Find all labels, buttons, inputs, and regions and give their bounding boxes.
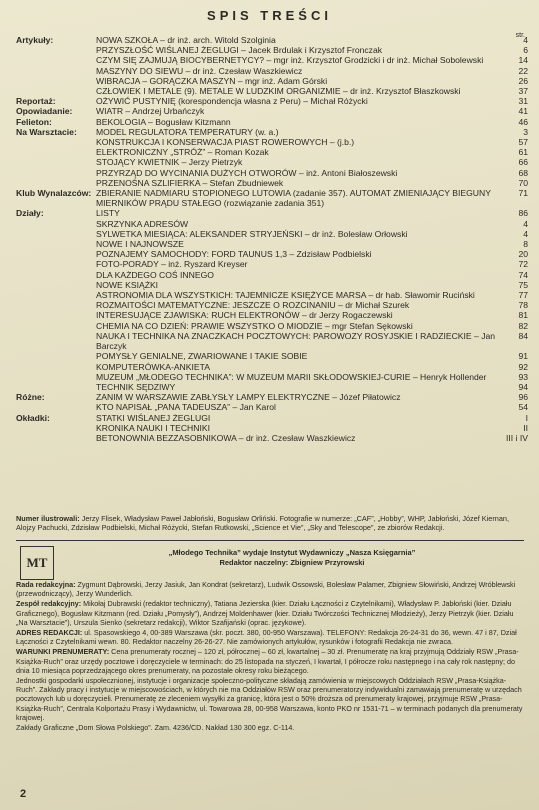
staff-paragraph xyxy=(16,628,524,646)
toc-entry: SYLWETKA MIESIĄCA: ALEKSANDER STRYJEŃSKI – dr inż. Bolesław Orłowski xyxy=(96,228,408,239)
toc-entry: ZANIM W WARSZAWIE ZABŁYSŁY LAMPY ELEKTRYCZNE – Józef Piłatowicz xyxy=(96,392,401,403)
toc-row xyxy=(16,106,528,116)
toc-page: 81 xyxy=(518,310,528,321)
staff-label: Zespół redakcyjny: xyxy=(16,599,82,609)
toc-row xyxy=(16,331,528,351)
toc-entry: INTERESUJĄCE ZJAWISKA: RUCH ELEKTRONÓW – dr Jerzy Rogaczewski xyxy=(96,310,393,321)
toc-section: Okładki: xyxy=(16,412,50,423)
toc-page: 46 xyxy=(518,116,528,127)
staff-paragraph xyxy=(16,647,524,675)
toc-page: 70 xyxy=(518,177,528,188)
toc-row xyxy=(16,382,528,392)
toc-entry: SKRZYNKA ADRESÓW xyxy=(96,218,189,229)
toc-entry: FOTO-PORADY – inż. Ryszard Kreyser xyxy=(96,259,248,270)
toc-section xyxy=(16,433,96,443)
toc-entry: ASTRONOMIA DLA WSZYSTKICH: TAJEMNICZE KSIĘŻYCE MARSA – dr hab. Sławomir Ruciński xyxy=(96,290,475,301)
toc-row xyxy=(16,351,528,361)
staff-label: Rada redakcyjna: xyxy=(16,580,76,589)
toc-section xyxy=(16,229,96,239)
toc-row xyxy=(16,280,528,290)
toc-section: Felieton: xyxy=(16,116,52,127)
toc-row xyxy=(16,55,528,65)
divider xyxy=(16,540,524,541)
toc-page: 75 xyxy=(518,279,528,290)
toc-section xyxy=(16,137,96,147)
toc-entry: BETONOWNIA BEZZASOBNIKOWA – dr inż. Czesław Waszkiewicz xyxy=(96,432,356,443)
toc-entry: KTO NAPISAŁ „PANA TADEUSZA” – Jan Karol xyxy=(96,402,276,413)
toc-entry: NAUKA I TECHNIKA NA ZNACZKACH POCZTOWYCH: PAROWOZY ROSYJSKIE I RADZIECKIE – Jan Barczyk xyxy=(96,330,496,352)
toc-row xyxy=(16,433,528,443)
toc-entry: BEKOLOGIA – Bogusław Kitzmann xyxy=(96,116,231,127)
toc-row xyxy=(16,208,528,218)
toc-page: 66 xyxy=(518,157,528,168)
toc-page: 84 xyxy=(518,330,528,341)
toc-section: Artykuły: xyxy=(16,35,54,45)
toc-page: 86 xyxy=(518,208,528,219)
staff-text: Zygmunt Dąbrowski, Jerzy Jasiuk, Jan Kondrat (sekretarz), Ludwik Ossowski, Bolesław Palamer, Zbigniew Słowiński, Andrzej Wróblewski (przewodniczący), Jerzy Wunderlich. xyxy=(16,580,516,599)
toc-page: 37 xyxy=(518,86,528,97)
toc-section xyxy=(16,168,96,178)
toc-page: 74 xyxy=(518,269,528,280)
toc-entry: STATKI WIŚLANEJ ŻEGLUGI xyxy=(96,412,211,423)
toc-section xyxy=(16,55,96,65)
toc-page: 93 xyxy=(518,371,528,382)
publisher-logo: MT xyxy=(20,546,54,580)
toc-row xyxy=(16,259,528,269)
toc-section xyxy=(16,259,96,269)
toc-row xyxy=(16,229,528,239)
toc-page: 78 xyxy=(518,300,528,311)
toc-section xyxy=(16,351,96,361)
toc-page: 4 xyxy=(523,218,528,229)
toc-row xyxy=(16,423,528,433)
toc-row xyxy=(16,35,528,45)
toc-row xyxy=(16,239,528,249)
toc-page: 4 xyxy=(523,228,528,239)
masthead-editor: Redaktor naczelny: Zbigniew Przyrowski xyxy=(219,557,365,567)
toc-row xyxy=(16,86,528,96)
toc-entry: CZŁOWIEK I METALE (9). METALE W LUDZKIM ORGANIZMIE – dr inż. Krzysztof Błaszkowski xyxy=(96,86,461,97)
toc-row xyxy=(16,147,528,157)
illustrators-label: Numer ilustrowali: xyxy=(16,514,80,523)
toc-page: II xyxy=(523,422,528,433)
toc-section xyxy=(16,280,96,290)
toc-section xyxy=(16,362,96,372)
toc-section: Działy: xyxy=(16,208,44,219)
toc-page: I xyxy=(525,412,528,423)
toc-section xyxy=(16,157,96,167)
staff-label: ADRES REDAKCJI: xyxy=(16,628,83,638)
toc-section xyxy=(16,331,96,351)
toc-section: Opowiadanie: xyxy=(16,106,73,117)
toc-entry: NOWA SZKOŁA – dr inż. arch. Witold Szolginia xyxy=(96,35,276,45)
toc-page: 77 xyxy=(518,290,528,301)
toc-page: 3 xyxy=(523,126,528,137)
toc-section xyxy=(16,45,96,55)
toc-section: Różne: xyxy=(16,392,45,403)
toc-row xyxy=(16,157,528,167)
masthead-publisher: „Młodego Technika” wydaje Instytut Wydawniczy „Nasza Księgarnia” xyxy=(168,548,416,557)
toc-section xyxy=(16,66,96,76)
toc-section: Na Warsztacie: xyxy=(16,126,77,137)
toc-page: 26 xyxy=(518,75,528,86)
toc-row xyxy=(16,45,528,55)
toc-row xyxy=(16,127,528,137)
staff-paragraph xyxy=(16,723,524,732)
toc-row xyxy=(16,321,528,331)
toc-entry: KOMPUTERÓWKA-ANKIETA xyxy=(96,361,210,372)
toc-entry: PRZENOŚNA SZLIFIERKA – Stefan Zbudniewek xyxy=(96,177,284,188)
toc-page: 91 xyxy=(518,351,528,362)
toc-page: 31 xyxy=(518,96,528,107)
toc-page: 68 xyxy=(518,167,528,178)
toc-entry: PRZYRZĄD DO WYCINANIA DUŻYCH OTWORÓW – inż. Antoni Białoszewski xyxy=(96,167,398,178)
staff-text: Jednostki gospodarki uspołecznionej, instytucje i organizacje społeczno-polityczne składają zamówienia w miejscowych Oddziałach RSW „Prasa-Książka-Ruch”. Zakłady pracy i instytucje w miejscowościach, w których nie ma Oddziałów RSW oraz prenumeratorzy indywidualni zamawiają prenumeratę w urzędach pocztowych lub u doręczycieli. Prenumeratę ze zleceniem wysyłki za granicę, która jest o 50% droższa od prenumeraty krajowej, przyjmuje RSW „Prasa-Książka-Ruch”, Centrala Kolportażu Prasy i Wydawnictw, ul. Towarowa 28, 00-958 Warszawa, konto PKO nr 1531-71 – w terminach podanych dla prenumeraty krajowej. xyxy=(16,676,523,722)
toc-section xyxy=(16,321,96,331)
toc-entry: MUZEUM „MŁODEGO TECHNIKA”: W MUZEUM MARII SKŁODOWSKIEJ-CURIE – Henryk Hollender xyxy=(96,371,487,382)
toc-row xyxy=(16,270,528,280)
toc-section xyxy=(16,219,96,229)
staff-text: Cena prenumeraty rocznej – 120 zł, półrocznej – 60 zł, kwartalnej – 30 zł. Prenumeratę na kraj przyjmują Oddziały RSW „Prasa-Książka-Ruch” oraz urzędy pocztowe i doręczyciele w terminach: do 25 listopada na styczeń, I kwartał, I półrocze roku następnego i na cały rok następny; do dnia 10 miesiąca poprzedzającego okres prenumeraty, na pozostałe okresy roku bieżącego. xyxy=(16,647,519,675)
toc-page: 54 xyxy=(518,402,528,413)
toc-section xyxy=(16,270,96,280)
toc-entry: WIATR – Andrzej Urbańczyk xyxy=(96,106,205,117)
toc-page: 92 xyxy=(518,361,528,372)
toc-entry: DLA KAŻDEGO COŚ INNEGO xyxy=(96,269,214,280)
toc-page: 22 xyxy=(518,65,528,76)
toc-page: 4 xyxy=(523,35,528,45)
toc-entry: POMYSŁY GENIALNE, ZWARIOWANE I TAKIE SOBIE xyxy=(96,351,308,362)
toc-page: 57 xyxy=(518,137,528,148)
toc-section xyxy=(16,372,96,382)
toc-section xyxy=(16,178,96,188)
toc-entry: ROZMAITOŚCI MATEMATYCZNE: JESZCZE O ROZCINANIU – dr Michał Szurek xyxy=(96,300,410,311)
toc-entry: WIBRACJA – GORĄCZKA MASZYN – mgr inż. Adam Górski xyxy=(96,75,328,86)
toc-row xyxy=(16,249,528,259)
toc-page: 14 xyxy=(518,55,528,66)
toc-row xyxy=(16,413,528,423)
toc-row xyxy=(16,392,528,402)
toc-section xyxy=(16,147,96,157)
staff-paragraph xyxy=(16,599,524,627)
toc-row xyxy=(16,137,528,147)
toc-section xyxy=(16,239,96,249)
staff-paragraph xyxy=(16,580,524,598)
toc-page: 71 xyxy=(518,188,528,199)
illustrators-text: Jerzy Flisek, Władysław Paweł Jabłoński, Bogusław Orliński. Fotografie w numerze: „CAF”, „Hobby”, WHP, Jabłoński, Józef Kiernan, Alojzy Pachucki, Zdzisław Podbielski, Michał Różycki, Stefan Rutkowski, „Science et Vie”, „Sky and Telescope”, ze zbiorów Redakcji. xyxy=(16,514,509,532)
toc-page: 96 xyxy=(518,392,528,403)
toc-entry: CHEMIA NA CO DZIEŃ: PRAWIE WSZYSTKO O MIODZIE – mgr Stefan Sękowski xyxy=(96,320,413,331)
toc-entry: NOWE KSIĄŻKI xyxy=(96,279,159,290)
editorial-staff xyxy=(16,580,524,733)
staff-text: ul. Spasowskiego 4, 00-389 Warszawa (skr. poczt. 380, 00-950 Warszawa). TELEFONY: Redakcja 26-24-31 do 36, wewn. 47 i 87, Dział Łączności z Czytelnikami wewn. 80. Redaktor naczelny 26-26-27. Nie zamówionych artykułów, rysunków i fotografii Redakcja nie zwraca. xyxy=(16,628,517,647)
toc-row xyxy=(16,76,528,86)
toc-row xyxy=(16,219,528,229)
table-of-contents xyxy=(16,35,528,443)
toc-row xyxy=(16,300,528,310)
staff-label: WARUNKI PRENUMERATY: xyxy=(16,647,110,657)
page-title: SPIS TREŚCI xyxy=(207,8,332,23)
toc-row xyxy=(16,362,528,372)
toc-entry: TECHNIK SĘDZIWY xyxy=(96,381,176,392)
toc-entry: OŻYWIĆ PUSTYNIĘ (korespondencja własna z Peru) – Michał Różycki xyxy=(96,96,368,107)
toc-row xyxy=(16,66,528,76)
toc-section xyxy=(16,310,96,320)
toc-section xyxy=(16,86,96,96)
toc-row xyxy=(16,117,528,127)
toc-section xyxy=(16,290,96,300)
toc-page: 8 xyxy=(523,239,528,250)
toc-page: 41 xyxy=(518,106,528,117)
toc-entry: POZNAJEMY SAMOCHODY: FORD TAUNUS 1,3 – Zdzisław Podbielski xyxy=(96,249,372,260)
toc-entry: PRZYSZŁOŚĆ WIŚLANEJ ŻEGLUGI – Jacek Brdulak i Krzysztof Fronczak xyxy=(96,45,383,56)
toc-row xyxy=(16,96,528,106)
toc-entry: CZYM SIĘ ZAJMUJĄ BIOCYBERNETYCY? – mgr inż. Krzysztof Grodzicki i dr inż. Michał Sobolewski xyxy=(96,55,484,66)
toc-page: III i IV xyxy=(506,432,528,443)
toc-section xyxy=(16,249,96,259)
toc-row xyxy=(16,188,528,208)
toc-section xyxy=(16,402,96,412)
illustrators-note xyxy=(16,514,524,532)
toc-entry: NOWE I NAJNOWSZE xyxy=(96,239,184,250)
toc-section xyxy=(16,76,96,86)
toc-entry: KRONIKA NAUKI I TECHNIKI xyxy=(96,422,210,433)
toc-entry: MODEL REGULATORA TEMPERATURY (w. a.) xyxy=(96,126,279,137)
toc-row xyxy=(16,178,528,188)
toc-entry: MASZYNY DO SIEWU – dr inż. Czesław Waszkiewicz xyxy=(96,65,303,76)
toc-page: 82 xyxy=(518,320,528,331)
toc-row xyxy=(16,372,528,382)
masthead xyxy=(60,548,524,567)
staff-text: Mikołaj Dubrawski (redaktor techniczny), Tatiana Jezierska (kier. Działu Łączności z Czytelnikami), Władysław P. Jabłoński (kier. Działu Graficznego), Bogusław Kitzmann (red. Działu „Pomysły”), Andrzej Moldenhawer (kier. Działu Twórczości Technicznej Młodzieży), Jerzy Pietrzyk (kier. Działu „Na Warsztacie”), Urszula Sienko (sekretarz redakcji), Wiktor Szafijański (oprac. językowe). xyxy=(16,599,514,627)
staff-paragraph xyxy=(16,676,524,722)
toc-page: 61 xyxy=(518,147,528,158)
page-number: 2 xyxy=(20,788,27,800)
toc-entry: ELEKTRONICZNY „STRÓŻ” – Roman Kozak xyxy=(96,147,269,158)
toc-section: Klub Wynalazców: xyxy=(16,188,92,199)
toc-section: Reportaż: xyxy=(16,96,56,107)
toc-row xyxy=(16,310,528,320)
toc-entry: KONSTRUKCJA I KONSERWACJA PIAST ROWEROWYCH – (j.b.) xyxy=(96,137,355,148)
toc-section xyxy=(16,300,96,310)
toc-row xyxy=(16,402,528,412)
toc-page: 6 xyxy=(523,45,528,56)
toc-section xyxy=(16,423,96,433)
staff-text: Zakłady Graficzne „Dom Słowa Polskiego”. Zam. 4236/CD. Nakład 130 300 egz. C-114. xyxy=(16,723,295,733)
toc-row xyxy=(16,168,528,178)
toc-entry: STOJĄCY KWIETNIK – Jerzy Pietrzyk xyxy=(96,157,243,168)
toc-page: 20 xyxy=(518,249,528,260)
toc-row xyxy=(16,290,528,300)
toc-entry: LISTY xyxy=(96,208,120,219)
toc-section xyxy=(16,382,96,392)
toc-page: 94 xyxy=(518,381,528,392)
toc-page: 72 xyxy=(518,259,528,270)
toc-entry: ZBIERANIE NADMIARU STOPIONEGO LUTOWIA (zadanie 357). AUTOMAT ZMIENIAJĄCY BIEGUNY MIERNIKÓW PRĄDU STAŁEGO (rozwiązanie zadania 351) xyxy=(96,188,491,209)
page-column-label: str. xyxy=(515,32,525,39)
